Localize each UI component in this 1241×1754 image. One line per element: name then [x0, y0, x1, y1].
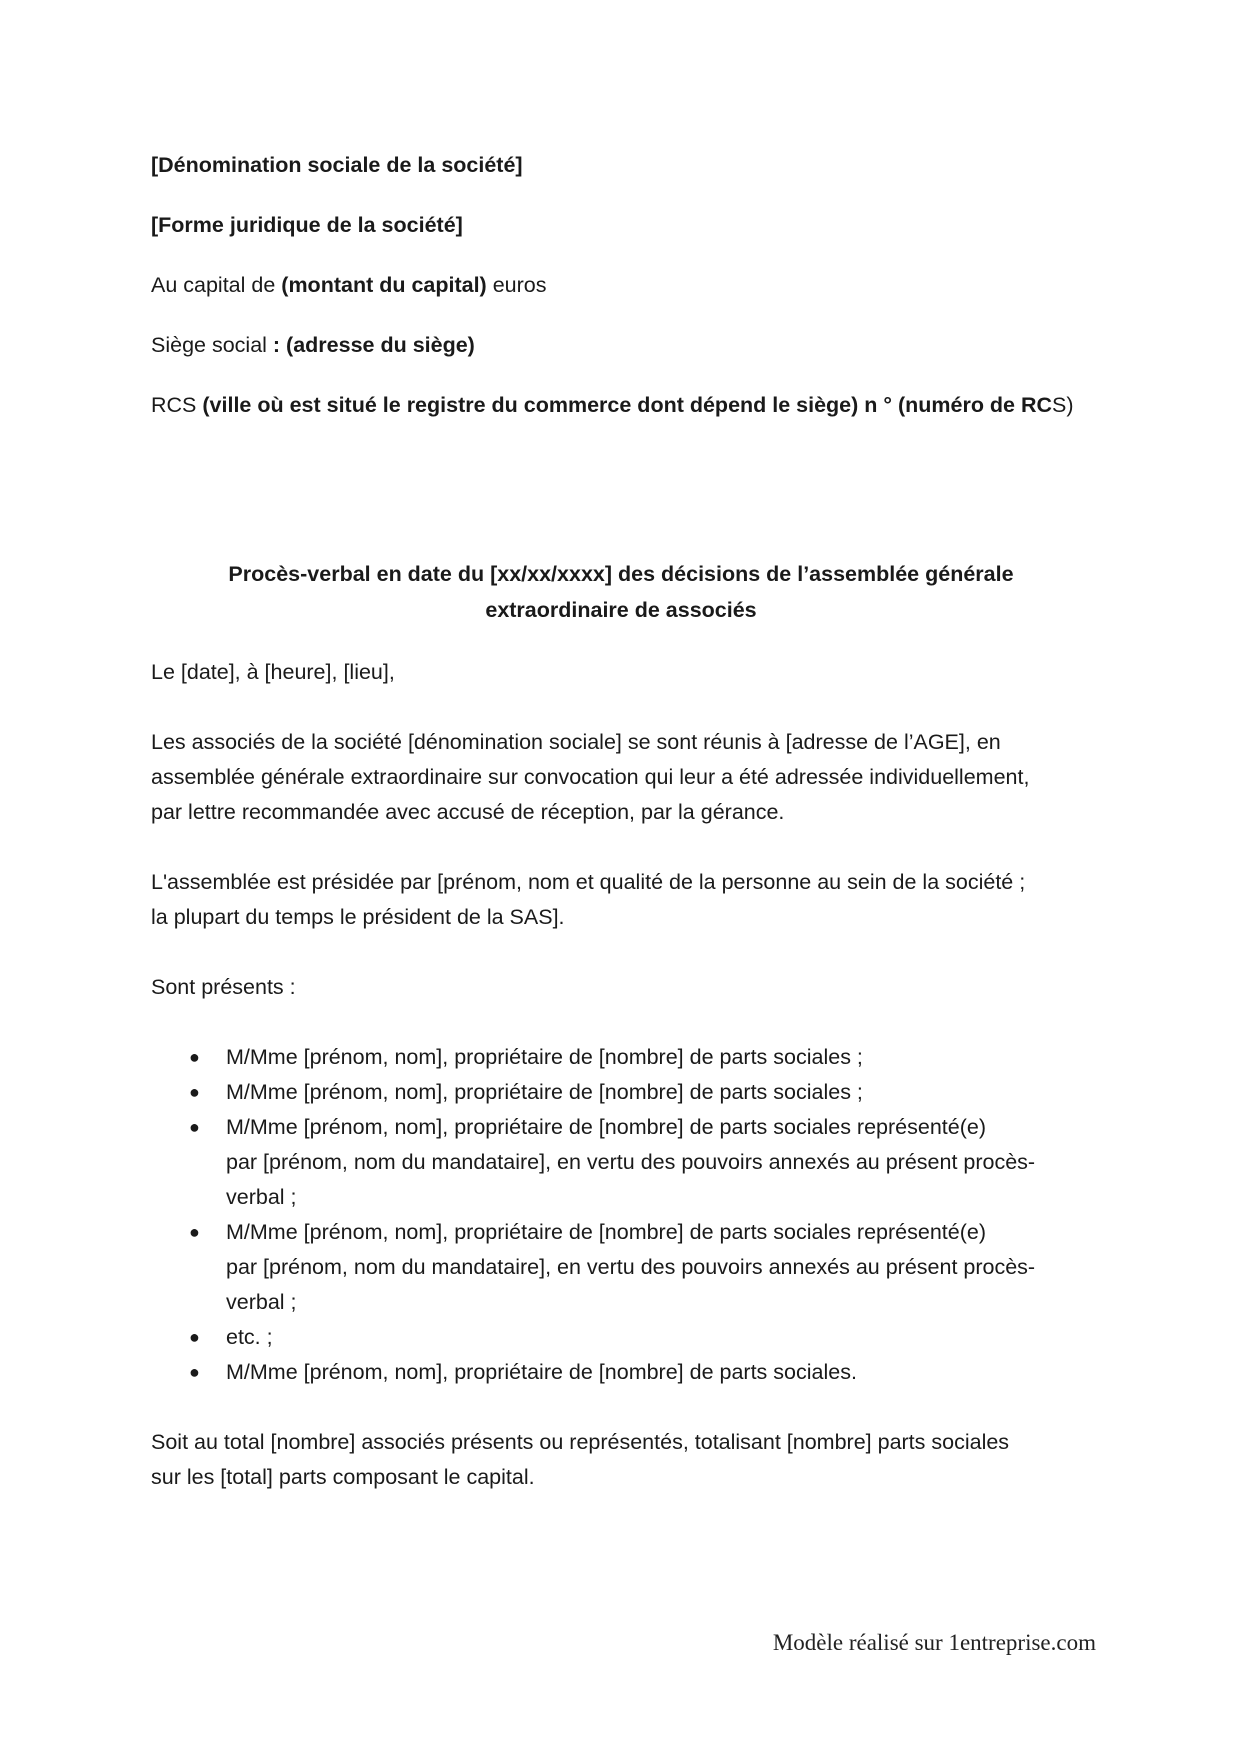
attendee-text: M/Mme [prénom, nom], propriétaire de [nombre] de parts sociales. — [226, 1360, 857, 1384]
attendee-text: M/Mme [prénom, nom], propriétaire de [nombre] de parts sociales représenté(e) — [226, 1220, 986, 1244]
attendee-item — [151, 1215, 1101, 1320]
title-line-2: extraordinaire de associés — [485, 598, 757, 622]
legal-form: [Forme juridique de la société] — [151, 213, 463, 237]
company-name: [Dénomination sociale de la société] — [151, 153, 523, 177]
capital-value: (montant du capital) — [281, 273, 487, 297]
attendee-item — [151, 1110, 1101, 1215]
present-label-text: Sont présents : — [151, 975, 296, 999]
seat-prefix: Siège social — [151, 333, 273, 357]
attendee-item — [151, 1320, 1101, 1355]
attendee-text: par [prénom, nom du mandataire], en vertu des pouvoirs annexés au présent procès- — [226, 1150, 1036, 1174]
attendee-text: par [prénom, nom du mandataire], en vertu des pouvoirs annexés au présent procès- — [226, 1255, 1036, 1279]
meeting-paragraph — [151, 725, 1101, 830]
title-line-1: Procès-verbal en date du [xx/xx/xxxx] des décisions de l’assemblée générale — [228, 562, 1014, 586]
attendee-item — [151, 1040, 1101, 1075]
rcs-value: (ville où est situé le registre du commerce dont dépend le siège) n ° (numéro de RC — [202, 393, 1053, 417]
bullet-icon: ● — [189, 1082, 200, 1102]
present-label — [151, 970, 1101, 1005]
total-line: sur les [total] parts composant le capital. — [151, 1465, 535, 1489]
total-paragraph — [151, 1425, 1101, 1495]
attendee-text: M/Mme [prénom, nom], propriétaire de [nombre] de parts sociales représenté(e) — [226, 1115, 986, 1139]
date-text: Le [date], à [heure], [lieu], — [151, 660, 395, 684]
bullet-icon: ● — [189, 1327, 200, 1347]
chair-line: L'assemblée est présidée par [prénom, nom et qualité de la personne au sein de la société ; — [151, 870, 1026, 894]
bullet-icon: ● — [189, 1047, 200, 1067]
attendee-text: etc. ; — [226, 1325, 273, 1349]
chair-paragraph — [151, 865, 1101, 935]
bullet-icon: ● — [189, 1362, 200, 1382]
date-line — [151, 655, 1101, 690]
total-line: Soit au total [nombre] associés présents ou représentés, totalisant [nombre] parts sociales — [151, 1430, 1010, 1454]
bullet-icon: ● — [189, 1222, 200, 1242]
rcs-line — [151, 387, 1074, 423]
attendee-text: M/Mme [prénom, nom], propriétaire de [nombre] de parts sociales ; — [226, 1045, 863, 1069]
meeting-line: par lettre recommandée avec accusé de réception, par la gérance. — [151, 800, 785, 824]
rcs-prefix: RCS — [151, 393, 203, 417]
attendee-item — [151, 1075, 1101, 1110]
seat-line — [151, 327, 475, 363]
attendee-text: verbal ; — [226, 1290, 297, 1314]
attendee-text: M/Mme [prénom, nom], propriétaire de [nombre] de parts sociales ; — [226, 1080, 863, 1104]
rcs-suffix: S) — [1052, 393, 1074, 417]
attendee-item — [151, 1355, 1101, 1390]
chair-line: la plupart du temps le président de la SAS]. — [151, 905, 565, 929]
attendee-list — [151, 1040, 1101, 1390]
capital-suffix: euros — [486, 273, 547, 297]
attendee-text: verbal ; — [226, 1185, 297, 1209]
meeting-line: assemblée générale extraordinaire sur convocation qui leur a été adressée individuellement, — [151, 765, 1030, 789]
footer-credit: Modèle réalisé sur 1entreprise.com — [772, 1630, 1096, 1655]
document-title — [151, 556, 1091, 628]
bullet-icon: ● — [189, 1117, 200, 1137]
meeting-line: Les associés de la société [dénomination sociale] se sont réunis à [adresse de l’AGE], en — [151, 730, 1001, 754]
seat-value: : (adresse du siège) — [272, 333, 475, 357]
capital-line — [151, 267, 546, 303]
capital-prefix: Au capital de — [151, 273, 282, 297]
